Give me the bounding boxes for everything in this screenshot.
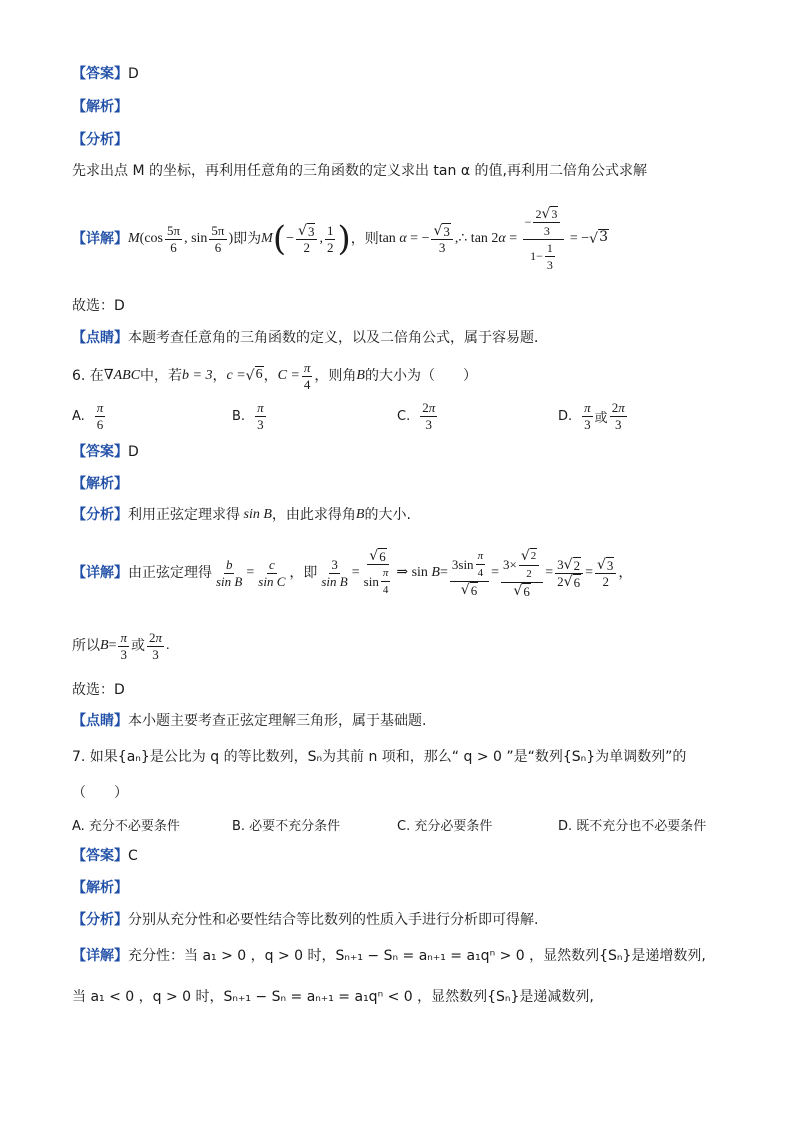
- choice-line-5: [72, 296, 125, 316]
- q6-pi-4: $\frac{\pi}{4}$: [303, 359, 311, 392]
- fenxi-paragraph: 先求出点 M 的坐标，再利用任意角的三角函数的定义求出 tan α 的值,再利用二倍角公式求解: [72, 163, 647, 179]
- q6-stem-prefix: 6. 在: [72, 368, 104, 384]
- analysis-line-7: [72, 878, 128, 898]
- so-line-6: 所以 B = $\frac{\pi}{3}$ 或 $\frac{2\pi}{3}$ .: [72, 629, 170, 662]
- fraction-sqrt3-3: √ 3 3: [431, 223, 452, 256]
- comment-tag: 【点睛】: [72, 330, 128, 346]
- detail-text-jiwei: 即为: [233, 231, 262, 247]
- fenxi-sinb: sin B: [243, 507, 272, 522]
- q6-angle-b: B: [356, 368, 365, 383]
- q6-option-a: A. $\frac{\pi}{6}$: [72, 400, 104, 432]
- q6-angle-c: C =: [277, 368, 300, 383]
- q7-stem-line1: [72, 747, 686, 767]
- fenxi-text: 分别从充分性和必要性结合等比数列的性质入手进行分析即可得解.: [128, 912, 539, 928]
- q7-option-a: [72, 815, 180, 834]
- answer-tag: 【答案】: [72, 848, 128, 864]
- q7-option-d: [558, 815, 706, 834]
- choice-text: 故选：D: [72, 682, 125, 698]
- detail-text: ，即: [289, 565, 318, 581]
- fraction-1-2: $\frac{1}{2}$: [326, 222, 334, 255]
- option-text: D. 既不充分也不必要条件: [558, 819, 707, 834]
- q7-stem-line2: [72, 783, 128, 803]
- choice-line-6: [72, 680, 125, 700]
- q6-triangle: ABC: [113, 368, 141, 383]
- option-text: C. 充分必要条件: [397, 819, 493, 834]
- fenxi-line-6: [72, 505, 411, 525]
- comment-line-6: [72, 711, 426, 731]
- detail-text: 充分性：当 a₁ > 0 ，q > 0 时，Sₙ₊₁ − Sₙ = aₙ₊₁ = a₁qⁿ > 0 ，显然数列{Sₙ}是递增数列,: [128, 948, 706, 964]
- detail-tag: 【详解】: [72, 565, 128, 581]
- answer-line-5: [72, 64, 139, 84]
- option-label: C.: [397, 409, 411, 424]
- detail-line-7: [72, 946, 706, 966]
- q7-option-b: [232, 815, 340, 834]
- fenxi-text-5: [72, 161, 647, 181]
- q6-c-label: c =: [226, 368, 246, 383]
- q7-option-c: [397, 815, 492, 834]
- comment-tag: 【点睛】: [72, 713, 128, 729]
- option-label: A.: [72, 409, 85, 424]
- comment-line-5: [72, 328, 548, 348]
- option-text: A. 充分不必要条件: [72, 819, 180, 834]
- answer-value: D: [128, 444, 139, 460]
- so-text: 所以: [72, 638, 100, 654]
- answer-line-6: [72, 442, 139, 462]
- or-text: 或: [594, 411, 608, 426]
- analysis-line-5: [72, 97, 128, 117]
- detail-line-6: 【详解】 由正弦定理得 $\frac{b}{\text{sin B}}$ = $\frac{c}{\text{sin C}}$ ，即 $\frac{3}{\text{sin B}}$ = √ 6 sin $\frac{\pi}{4}$ ⇒ sin B = 3sin $\frac{\pi}{4}$ √ 6 = 3× √ 2 2 √ 6 = 3 √ 2 2 √ 6 = √ 3 2 ，: [72, 547, 633, 599]
- fraction-5pi-6b: $\frac{5\pi}{6}$: [211, 222, 225, 255]
- fenxi-text: ，由此求得角: [271, 507, 356, 523]
- comment-text: 本题考查任意角的三角函数的定义，以及二倍角公式，属于容易题．: [128, 330, 548, 346]
- answer-value: C: [128, 848, 138, 864]
- q6-b-value: b = 3: [182, 368, 213, 383]
- answer-tag: 【答案】: [72, 66, 128, 82]
- comment-text: 本小题主要考查正弦定理解三角形，属于基础题.: [128, 713, 427, 729]
- fraction-sqrt3-2: √ 3 2: [296, 223, 317, 256]
- choice-text: 故选：D: [72, 298, 125, 314]
- analysis-line-6: [72, 474, 128, 494]
- q6-stem-post: ，则角: [314, 368, 357, 384]
- or-text: 或: [130, 638, 145, 654]
- point-m: M: [128, 231, 140, 246]
- option-label: B.: [232, 409, 246, 424]
- detail-line-7b: [72, 987, 594, 1007]
- detail-text-ze: ，则: [350, 231, 379, 247]
- q6-option-d: D. $\frac{\pi}{3}$ 或 $\frac{2\pi}{3}$: [558, 400, 625, 432]
- detail-text: 由正弦定理得: [128, 565, 212, 581]
- answer-line-7: [72, 846, 138, 866]
- q7-stem-paren: （ ）: [72, 785, 128, 801]
- fenxi-text: 利用正弦定理求得: [128, 507, 240, 523]
- option-text: B. 必要不充分条件: [232, 819, 341, 834]
- detail-tag: 【详解】: [72, 231, 128, 247]
- q6-option-b: B. $\frac{\pi}{3}$: [232, 400, 264, 432]
- detail-tag: 【详解】: [72, 948, 128, 964]
- q6-stem: 6. 在 ∇ ABC 中，若 b = 3 ， c = √ 6 ， C = $\frac{\pi}{4}$ ，则角 B 的大小为（ ）: [72, 359, 477, 392]
- option-label: D.: [558, 409, 573, 424]
- fraction-tan2a: − 2 √ 3 3 1− $\frac{1}{3}$: [523, 206, 565, 273]
- fenxi-tag: 【分析】: [72, 132, 128, 148]
- q6-stem-mid: 中，若: [140, 368, 183, 384]
- detail-line-5: 【详解】 M (cos $\frac{5\pi}{6}$ , sin $\frac{5\pi}{6}$ ) 即为 M ( − √ 3 2 , $\frac{1}{2}$ ) ，则 tan α = − √ 3 3 ,∴ tan 2 α = − 2 √ 3 3 1− $\frac{1}{3}$ = − √ 3: [72, 205, 609, 272]
- analysis-tag: 【解析】: [72, 880, 128, 896]
- q7-stem: 7. 如果{aₙ}是公比为 q 的等比数列，Sₙ为其前 n 项和，那么“ q > 0 ”是“数列{Sₙ}为单调数列”的: [72, 749, 687, 765]
- analysis-tag: 【解析】: [72, 476, 128, 492]
- fraction-5pi-6: $\frac{5\pi}{6}$: [167, 222, 181, 255]
- q6-option-c: C. $\frac{2\pi}{3}$: [397, 400, 436, 432]
- fenxi-tag: 【分析】: [72, 507, 128, 523]
- angle-b: B: [355, 507, 365, 522]
- fenxi-text: 的大小.: [364, 507, 411, 523]
- fenxi-tag-line-5: [72, 130, 128, 150]
- answer-value: D: [128, 66, 139, 82]
- fenxi-line-7: [72, 910, 538, 930]
- detail-text: 当 a₁ < 0 ，q > 0 时，Sₙ₊₁ − Sₙ = aₙ₊₁ = a₁qⁿ < 0 ，显然数列{Sₙ}是递减数列,: [72, 989, 594, 1005]
- analysis-tag: 【解析】: [72, 99, 128, 115]
- q6-stem-end: 的大小为（ ）: [364, 368, 477, 384]
- answer-tag: 【答案】: [72, 444, 128, 460]
- fenxi-tag: 【分析】: [72, 912, 128, 928]
